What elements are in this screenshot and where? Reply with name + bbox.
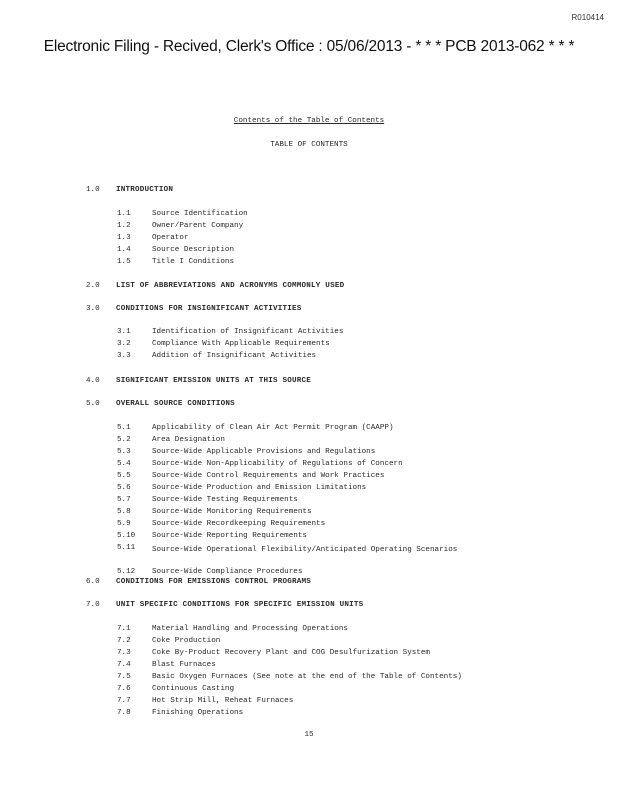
item-number: 7.4 <box>117 661 131 669</box>
item-title: Continuous Casting <box>152 685 235 693</box>
item-title: Identification of Insignificant Activities <box>152 328 344 336</box>
item-title: Blast Furnaces <box>152 661 216 669</box>
section-title: LIST OF ABBREVIATIONS AND ACRONYMS COMMONLY USED <box>116 282 345 290</box>
item-number: 3.1 <box>117 328 131 336</box>
item-title: Coke Production <box>152 637 221 645</box>
section-number: 1.0 <box>86 186 100 194</box>
item-number: 5.7 <box>117 496 131 504</box>
item-title: Applicability of Clean Air Act Permit Program (CAAPP) <box>152 424 394 432</box>
item-title: Operator <box>152 234 189 242</box>
item-title: Source-Wide Testing Requirements <box>152 496 298 504</box>
item-title: Hot Strip Mill, Reheat Furnaces <box>152 697 294 705</box>
item-title: Owner/Parent Company <box>152 222 244 230</box>
item-number: 7.1 <box>117 625 131 633</box>
item-number: 5.1 <box>117 424 131 432</box>
section-title: CONDITIONS FOR INSIGNIFICANT ACTIVITIES <box>116 305 302 313</box>
item-number: 7.6 <box>117 685 131 693</box>
section-number: 2.0 <box>86 282 100 290</box>
item-title: Source-Wide Recordkeeping Requirements <box>152 520 326 528</box>
item-title: Source Identification <box>152 210 248 218</box>
item-number: 5.3 <box>117 448 131 456</box>
item-title: Basic Oxygen Furnaces (See note at the end of the Table of Contents) <box>152 673 462 681</box>
section-number: 6.0 <box>86 578 100 586</box>
item-number: 7.5 <box>117 673 131 681</box>
section-number: 7.0 <box>86 601 100 609</box>
item-title: Addition of Insignificant Activities <box>152 352 317 360</box>
section-title: UNIT SPECIFIC CONDITIONS FOR SPECIFIC EMISSION UNITS <box>116 601 364 609</box>
item-title: Finishing Operations <box>152 709 244 717</box>
item-number: 1.1 <box>117 210 131 218</box>
item-number: 5.9 <box>117 520 131 528</box>
item-title: Source-Wide Non-Applicability of Regulations of Concern <box>152 460 403 468</box>
item-title: Material Handling and Processing Operations <box>152 625 348 633</box>
item-number: 5.11 <box>117 544 136 552</box>
item-title: Coke By-Product Recovery Plant and COG Desulfurization System <box>152 649 430 657</box>
section-title: OVERALL SOURCE CONDITIONS <box>116 400 235 408</box>
item-title: Source-Wide Control Requirements and Work Practices <box>152 472 385 480</box>
document-id: R010414 <box>571 13 604 22</box>
item-number: 5.2 <box>117 436 131 444</box>
item-number: 7.3 <box>117 649 131 657</box>
item-number: 3.2 <box>117 340 131 348</box>
toc-heading: TABLE OF CONTENTS <box>270 141 348 149</box>
item-number: 7.2 <box>117 637 131 645</box>
document-title-text: Contents of the Table of Contents <box>233 117 385 125</box>
item-number: 7.8 <box>117 709 131 717</box>
item-number: 5.4 <box>117 460 131 468</box>
document-title <box>0 117 618 125</box>
item-title: Source-Wide Production and Emission Limitations <box>152 484 367 492</box>
section-title: SIGNIFICANT EMISSION UNITS AT THIS SOURCE <box>116 377 312 385</box>
section-number: 4.0 <box>86 377 100 385</box>
filing-stamp: Electronic Filing - Recived, Clerk's Office : 05/06/2013 - * * * PCB 2013-062 * * * <box>43 38 575 55</box>
section-title: CONDITIONS FOR EMISSIONS CONTROL PROGRAMS <box>116 578 312 586</box>
item-title: Source Description <box>152 246 235 254</box>
item-title: Source-Wide Reporting Requirements <box>152 532 307 540</box>
item-number: 1.3 <box>117 234 131 242</box>
section-number: 3.0 <box>86 305 100 313</box>
section-number: 5.0 <box>86 400 100 408</box>
item-number: 1.4 <box>117 246 131 254</box>
section-title: INTRODUCTION <box>116 186 174 194</box>
item-number: 5.12 <box>117 568 136 576</box>
item-number: 1.5 <box>117 258 131 266</box>
item-title: Source-Wide Operational Flexibility/Anticipated Operating Scenarios <box>152 546 458 554</box>
item-title: Compliance With Applicable Requirements <box>152 340 330 348</box>
item-title: Source-Wide Compliance Procedures <box>152 568 303 576</box>
item-number: 5.6 <box>117 484 131 492</box>
item-number: 5.8 <box>117 508 131 516</box>
item-title: Source-Wide Monitoring Requirements <box>152 508 312 516</box>
item-title: Title I Conditions <box>152 258 235 266</box>
page-number: 15 <box>304 731 314 739</box>
item-title: Source-Wide Applicable Provisions and Regulations <box>152 448 376 456</box>
item-number: 1.2 <box>117 222 131 230</box>
item-number: 7.7 <box>117 697 131 705</box>
item-number: 5.5 <box>117 472 131 480</box>
item-title: Area Designation <box>152 436 225 444</box>
item-number: 3.3 <box>117 352 131 360</box>
item-number: 5.10 <box>117 532 136 540</box>
